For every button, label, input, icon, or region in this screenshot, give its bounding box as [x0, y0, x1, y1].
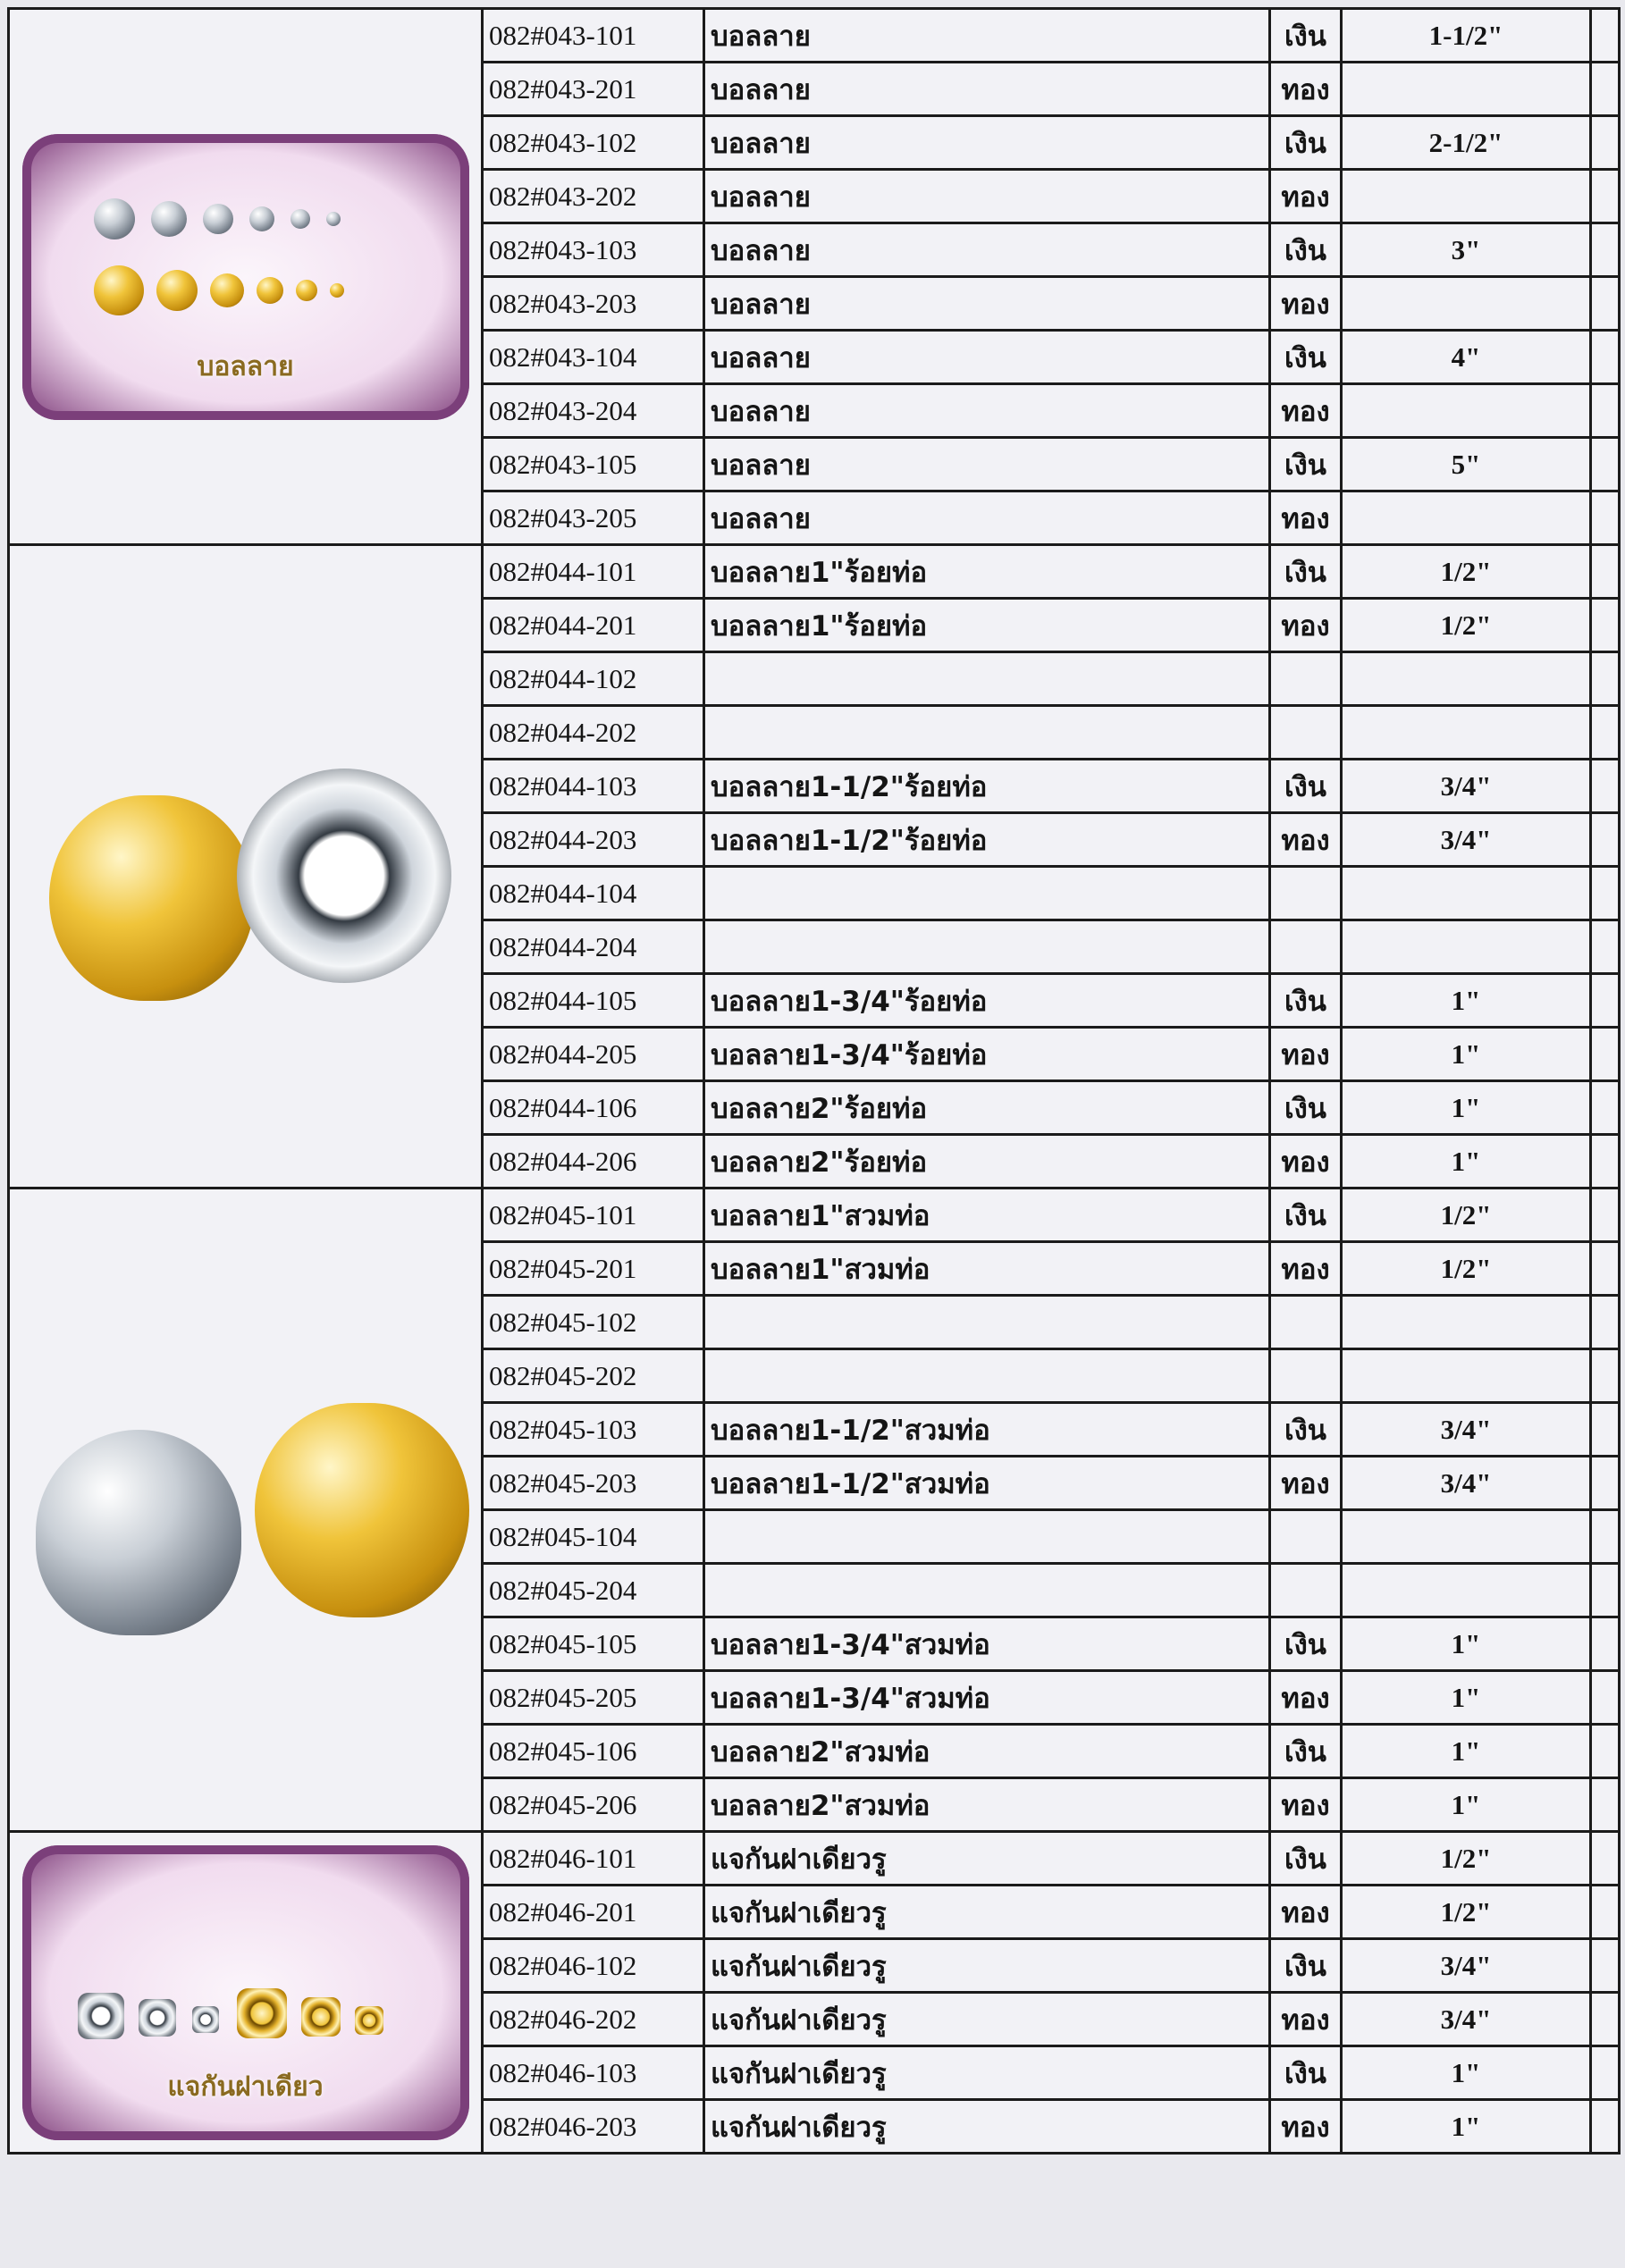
catalog-sheet	[7, 7, 1618, 2263]
product-size	[1342, 920, 1591, 974]
product-code: 082#045-204	[483, 1564, 704, 1617]
row-spacer	[1591, 652, 1620, 706]
product-size	[1342, 384, 1591, 438]
row-spacer	[1591, 438, 1620, 491]
product-size: 1"	[1342, 1617, 1591, 1671]
product-code: 082#043-203	[483, 277, 704, 331]
product-color: เงิน	[1270, 1403, 1342, 1457]
product-name: บอลลาย2"สวมท่อ	[704, 1725, 1270, 1778]
product-color: ทอง	[1270, 384, 1342, 438]
row-spacer	[1591, 491, 1620, 545]
product-code: 082#045-105	[483, 1617, 704, 1671]
product-size: 1"	[1342, 1135, 1591, 1189]
product-code: 082#043-204	[483, 384, 704, 438]
product-color: ทอง	[1270, 2100, 1342, 2154]
product-image-cell	[9, 9, 483, 545]
gold-ball-icon	[94, 265, 144, 315]
product-color: ทอง	[1270, 1886, 1342, 1939]
product-size: 1"	[1342, 1671, 1591, 1725]
table-row	[9, 9, 1620, 63]
product-name: บอลลาย1-3/4"ร้อยท่อ	[704, 974, 1270, 1028]
row-spacer	[1591, 760, 1620, 813]
product-color: ทอง	[1270, 491, 1342, 545]
gold-ball-icon	[255, 1403, 469, 1617]
row-spacer	[1591, 9, 1620, 63]
product-name: บอลลาย	[704, 116, 1270, 170]
product-color: เงิน	[1270, 1725, 1342, 1778]
product-name: บอลลาย1"สวมท่อ	[704, 1189, 1270, 1242]
product-name	[704, 1296, 1270, 1349]
product-name: บอลลาย	[704, 223, 1270, 277]
row-spacer	[1591, 63, 1620, 116]
product-code: 082#043-201	[483, 63, 704, 116]
product-code: 082#045-106	[483, 1725, 704, 1778]
product-size: 3/4"	[1342, 760, 1591, 813]
product-name: บอลลาย1"ร้อยท่อ	[704, 599, 1270, 652]
product-name: บอลลาย1-3/4"สวมท่อ	[704, 1671, 1270, 1725]
silver-vase-cap-icon	[139, 1999, 176, 2037]
row-spacer	[1591, 331, 1620, 384]
product-code: 082#045-103	[483, 1403, 704, 1457]
silver-ball-icon	[249, 206, 274, 231]
product-size: 1/2"	[1342, 1832, 1591, 1886]
product-code: 082#046-103	[483, 2046, 704, 2100]
product-size	[1342, 706, 1591, 760]
row-spacer	[1591, 1993, 1620, 2046]
product-name: บอลลาย	[704, 491, 1270, 545]
product-color: ทอง	[1270, 813, 1342, 867]
row-spacer	[1591, 706, 1620, 760]
product-photo-panel	[22, 1845, 469, 2140]
product-color	[1270, 1510, 1342, 1564]
product-image-cell	[9, 545, 483, 1189]
product-color: ทอง	[1270, 1242, 1342, 1296]
product-code: 082#046-201	[483, 1886, 704, 1939]
silver-vase-cap-icon	[192, 2006, 219, 2033]
product-color	[1270, 867, 1342, 920]
product-size: 3"	[1342, 223, 1591, 277]
product-size: 1/2"	[1342, 1886, 1591, 1939]
product-size	[1342, 1564, 1591, 1617]
product-name: บอลลาย	[704, 277, 1270, 331]
product-size	[1342, 867, 1591, 920]
product-name: แจกันฝาเดียวรู	[704, 2046, 1270, 2100]
product-name: บอลลาย1-1/2"สวมท่อ	[704, 1457, 1270, 1510]
product-size: 1-1/2"	[1342, 9, 1591, 63]
product-color: เงิน	[1270, 223, 1342, 277]
catalog-body	[9, 9, 1620, 2154]
product-size: 3/4"	[1342, 1457, 1591, 1510]
product-color: เงิน	[1270, 438, 1342, 491]
product-name	[704, 920, 1270, 974]
product-name: บอลลาย1"ร้อยท่อ	[704, 545, 1270, 599]
row-spacer	[1591, 974, 1620, 1028]
product-color	[1270, 1564, 1342, 1617]
row-spacer	[1591, 920, 1620, 974]
product-catalog-table	[7, 7, 1621, 2155]
product-size: 2-1/2"	[1342, 116, 1591, 170]
product-color: เงิน	[1270, 1189, 1342, 1242]
row-spacer	[1591, 1778, 1620, 1832]
row-spacer	[1591, 1403, 1620, 1457]
product-color: ทอง	[1270, 1671, 1342, 1725]
product-size	[1342, 1296, 1591, 1349]
product-color: เงิน	[1270, 116, 1342, 170]
gold-ball-icon	[156, 270, 198, 311]
product-color: เงิน	[1270, 2046, 1342, 2100]
product-code: 082#044-205	[483, 1028, 704, 1081]
row-spacer	[1591, 223, 1620, 277]
product-name: บอลลาย1-1/2"ร้อยท่อ	[704, 813, 1270, 867]
product-caption: แจกันฝาเดียว	[167, 2071, 324, 2103]
product-size: 1/2"	[1342, 1242, 1591, 1296]
table-row	[9, 545, 1620, 599]
product-color: ทอง	[1270, 1028, 1342, 1081]
product-color	[1270, 920, 1342, 974]
product-name: บอลลาย1-1/2"ร้อยท่อ	[704, 760, 1270, 813]
product-name: แจกันฝาเดียวรู	[704, 1886, 1270, 1939]
product-size: 3/4"	[1342, 813, 1591, 867]
row-spacer	[1591, 1564, 1620, 1617]
product-code: 082#045-201	[483, 1242, 704, 1296]
product-name	[704, 706, 1270, 760]
row-spacer	[1591, 1189, 1620, 1242]
product-name: บอลลาย	[704, 170, 1270, 223]
product-code: 082#045-104	[483, 1510, 704, 1564]
row-spacer	[1591, 1886, 1620, 1939]
product-color	[1270, 652, 1342, 706]
product-code: 082#046-102	[483, 1939, 704, 1993]
product-name: บอลลาย2"ร้อยท่อ	[704, 1081, 1270, 1135]
product-name: บอลลาย	[704, 438, 1270, 491]
product-photo-panel	[22, 134, 469, 420]
gold-ball-icon	[257, 277, 283, 304]
product-color: ทอง	[1270, 1778, 1342, 1832]
product-name	[704, 1349, 1270, 1403]
product-color: ทอง	[1270, 1993, 1342, 2046]
product-size: 3/4"	[1342, 1993, 1591, 2046]
product-code: 082#044-105	[483, 974, 704, 1028]
product-caption: บอลลาย	[197, 350, 294, 382]
product-name	[704, 652, 1270, 706]
product-size: 1"	[1342, 1725, 1591, 1778]
row-spacer	[1591, 1617, 1620, 1671]
product-size: 1"	[1342, 1778, 1591, 1832]
silver-ball-icon	[290, 209, 310, 229]
silver-ball-icon	[203, 204, 233, 234]
row-spacer	[1591, 1081, 1620, 1135]
product-size: 3/4"	[1342, 1939, 1591, 1993]
product-size	[1342, 1510, 1591, 1564]
gold-ball-icon	[330, 283, 344, 298]
product-name: บอลลาย1-1/2"สวมท่อ	[704, 1403, 1270, 1457]
product-size: 1"	[1342, 1028, 1591, 1081]
product-size: 1"	[1342, 2046, 1591, 2100]
product-color: ทอง	[1270, 1135, 1342, 1189]
product-name: แจกันฝาเดียวรู	[704, 1993, 1270, 2046]
product-code: 082#044-103	[483, 760, 704, 813]
product-size: 1/2"	[1342, 599, 1591, 652]
product-code: 082#045-101	[483, 1189, 704, 1242]
silver-ball-icon	[94, 198, 135, 239]
row-spacer	[1591, 1671, 1620, 1725]
product-size: 1/2"	[1342, 545, 1591, 599]
product-name: บอลลาย2"ร้อยท่อ	[704, 1135, 1270, 1189]
product-name: บอลลาย1"สวมท่อ	[704, 1242, 1270, 1296]
row-spacer	[1591, 2046, 1620, 2100]
row-spacer	[1591, 867, 1620, 920]
table-row	[9, 1832, 1620, 1886]
product-name: บอลลาย1-3/4"สวมท่อ	[704, 1617, 1270, 1671]
row-spacer	[1591, 599, 1620, 652]
row-spacer	[1591, 1510, 1620, 1564]
product-name: บอลลาย2"สวมท่อ	[704, 1778, 1270, 1832]
gold-vase-cap-icon	[237, 1988, 287, 2038]
product-name	[704, 1564, 1270, 1617]
product-code: 082#044-101	[483, 545, 704, 599]
product-name: แจกันฝาเดียวรู	[704, 2100, 1270, 2154]
gold-vase-cap-icon	[301, 1997, 341, 2037]
patterned-ball-set-icon	[15, 134, 476, 420]
product-color: เงิน	[1270, 9, 1342, 63]
product-size: 1"	[1342, 2100, 1591, 2154]
product-code: 082#043-105	[483, 438, 704, 491]
product-size	[1342, 63, 1591, 116]
product-code: 082#044-206	[483, 1135, 704, 1189]
row-spacer	[1591, 1725, 1620, 1778]
product-color: ทอง	[1270, 63, 1342, 116]
product-code: 082#044-106	[483, 1081, 704, 1135]
row-spacer	[1591, 813, 1620, 867]
row-spacer	[1591, 2100, 1620, 2154]
vase-cap-set-icon	[15, 1845, 476, 2140]
product-color: เงิน	[1270, 545, 1342, 599]
product-color: เงิน	[1270, 1081, 1342, 1135]
silver-ring-ball-icon	[237, 769, 451, 983]
product-size	[1342, 1349, 1591, 1403]
product-size	[1342, 491, 1591, 545]
product-name: บอลลาย	[704, 331, 1270, 384]
product-name	[704, 867, 1270, 920]
row-spacer	[1591, 545, 1620, 599]
product-size	[1342, 277, 1591, 331]
product-color: เงิน	[1270, 1617, 1342, 1671]
product-code: 082#044-203	[483, 813, 704, 867]
product-name: บอลลาย1-3/4"ร้อยท่อ	[704, 1028, 1270, 1081]
row-spacer	[1591, 1028, 1620, 1081]
product-code: 082#045-206	[483, 1778, 704, 1832]
silver-vase-cap-icon	[78, 1993, 124, 2039]
gold-ball-icon	[296, 280, 317, 301]
product-size	[1342, 170, 1591, 223]
product-color	[1270, 1349, 1342, 1403]
product-color: เงิน	[1270, 331, 1342, 384]
product-code: 082#046-101	[483, 1832, 704, 1886]
product-size: 1"	[1342, 1081, 1591, 1135]
product-name: แจกันฝาเดียวรู	[704, 1939, 1270, 1993]
product-name: บอลลาย	[704, 384, 1270, 438]
silver-ball-icon	[151, 201, 187, 237]
product-size: 1"	[1342, 974, 1591, 1028]
product-code: 082#046-203	[483, 2100, 704, 2154]
product-name: บอลลาย	[704, 63, 1270, 116]
silver-ball-icon	[36, 1430, 241, 1635]
row-spacer	[1591, 1832, 1620, 1886]
product-code: 082#043-102	[483, 116, 704, 170]
row-spacer	[1591, 1135, 1620, 1189]
product-image-cell	[9, 1832, 483, 2154]
product-size: 3/4"	[1342, 1403, 1591, 1457]
product-code: 082#043-104	[483, 331, 704, 384]
product-color: ทอง	[1270, 599, 1342, 652]
product-size: 5"	[1342, 438, 1591, 491]
product-code: 082#044-201	[483, 599, 704, 652]
row-spacer	[1591, 384, 1620, 438]
product-color: ทอง	[1270, 1457, 1342, 1510]
product-name: แจกันฝาเดียวรู	[704, 1832, 1270, 1886]
product-size: 4"	[1342, 331, 1591, 384]
silver-ball-icon	[326, 212, 341, 226]
product-size	[1342, 652, 1591, 706]
product-image-cell	[9, 1189, 483, 1832]
product-color: เงิน	[1270, 760, 1342, 813]
gold-ball-icon	[49, 795, 255, 1001]
product-code: 082#044-104	[483, 867, 704, 920]
row-spacer	[1591, 1349, 1620, 1403]
product-color: เงิน	[1270, 974, 1342, 1028]
product-code: 082#044-102	[483, 652, 704, 706]
product-code: 082#045-202	[483, 1349, 704, 1403]
product-color: เงิน	[1270, 1939, 1342, 1993]
product-name: บอลลาย	[704, 9, 1270, 63]
product-code: 082#043-202	[483, 170, 704, 223]
row-spacer	[1591, 170, 1620, 223]
gold-vase-cap-icon	[355, 2006, 383, 2035]
product-code: 082#045-203	[483, 1457, 704, 1510]
product-color	[1270, 1296, 1342, 1349]
ball-cap-icon	[22, 1376, 469, 1644]
row-spacer	[1591, 1457, 1620, 1510]
product-size: 1/2"	[1342, 1189, 1591, 1242]
product-code: 082#044-204	[483, 920, 704, 974]
gold-ball-icon	[210, 273, 244, 307]
product-color	[1270, 706, 1342, 760]
product-code: 082#045-102	[483, 1296, 704, 1349]
product-code: 082#044-202	[483, 706, 704, 760]
product-color: เงิน	[1270, 1832, 1342, 1886]
row-spacer	[1591, 1242, 1620, 1296]
row-spacer	[1591, 277, 1620, 331]
product-code: 082#043-205	[483, 491, 704, 545]
row-spacer	[1591, 1296, 1620, 1349]
table-row	[9, 1189, 1620, 1242]
product-color: ทอง	[1270, 277, 1342, 331]
ball-with-pipe-hole-icon	[22, 733, 469, 1001]
row-spacer	[1591, 1939, 1620, 1993]
product-code: 082#046-202	[483, 1993, 704, 2046]
product-code: 082#043-103	[483, 223, 704, 277]
product-name	[704, 1510, 1270, 1564]
product-code: 082#045-205	[483, 1671, 704, 1725]
row-spacer	[1591, 116, 1620, 170]
product-code: 082#043-101	[483, 9, 704, 63]
product-color: ทอง	[1270, 170, 1342, 223]
